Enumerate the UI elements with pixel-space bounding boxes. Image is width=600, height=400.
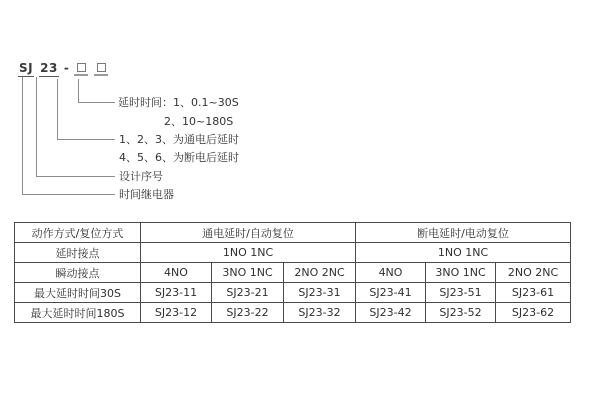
model-cell: SJ23-51 <box>426 283 496 303</box>
model-cell: SJ23-52 <box>426 303 496 323</box>
callout-delay-time-line2: 2、10~180S <box>164 115 234 128</box>
callout-design-serial: 设计序号 <box>119 170 163 183</box>
row-label-max-delay-30s: 最大延时时间30S <box>15 283 141 303</box>
spec-table <box>14 222 571 323</box>
row-label-max-delay-180s: 最大延时时间180S <box>15 303 141 323</box>
model-cell: SJ23-32 <box>284 303 356 323</box>
model-cell: SJ23-62 <box>496 303 571 323</box>
model-cell: SJ23-31 <box>284 283 356 303</box>
group-energize-auto-reset: 通电延时/自动复位 <box>141 223 356 243</box>
connector-horizontal-delay-mode <box>57 139 115 140</box>
delay-contacts-left: 1NO 1NC <box>141 243 356 263</box>
table-row-max-delay-30s <box>15 283 571 303</box>
callout-deenergize-delay: 4、5、6、为断电后延时 <box>119 151 239 164</box>
connector-vertical-delay-mode <box>57 79 58 139</box>
callout-delay-time-line1: 延时时间：1、0.1~30S <box>118 96 239 109</box>
callout-energize-delay: 1、2、3、为通电后延时 <box>119 133 239 146</box>
instant-contacts-cell: 2NO 2NC <box>284 263 356 283</box>
instant-contacts-cell: 4NO <box>141 263 212 283</box>
design-number: 23 <box>40 61 58 75</box>
blank-box-wrap-2 <box>94 62 108 76</box>
model-designation <box>18 62 114 77</box>
model-cell: SJ23-21 <box>212 283 284 303</box>
connector-horizontal-design-serial <box>36 176 115 177</box>
instant-contacts-cell: 3NO 1NC <box>426 263 496 283</box>
model-cell: SJ23-11 <box>141 283 212 303</box>
group-deenergize-electric-reset: 断电延时/电动复位 <box>356 223 571 243</box>
instant-contacts-cell: 2NO 2NC <box>496 263 571 283</box>
model-cell: SJ23-22 <box>212 303 284 323</box>
instant-contacts-cell: 4NO <box>356 263 426 283</box>
callout-time-relay: 时间继电器 <box>119 188 174 201</box>
table-row-action-mode <box>15 223 571 243</box>
table-row-delay-contacts <box>15 243 571 263</box>
model-cell: SJ23-42 <box>356 303 426 323</box>
table-row-max-delay-180s <box>15 303 571 323</box>
connector-vertical-design-serial <box>36 77 37 176</box>
model-cell: SJ23-12 <box>141 303 212 323</box>
instant-contacts-cell: 3NO 1NC <box>212 263 284 283</box>
connector-horizontal-delay-time <box>78 102 115 103</box>
row-label-action-mode: 动作方式/复位方式 <box>15 223 141 243</box>
connector-vertical-time-relay <box>22 77 23 194</box>
delay-contacts-right: 1NO 1NC <box>356 243 571 263</box>
table-row-instant-contacts <box>15 263 571 283</box>
blank-box-1 <box>77 63 86 72</box>
blank-box-2 <box>97 63 106 72</box>
row-label-delay-contacts: 延时接点 <box>15 243 141 263</box>
connector-horizontal-time-relay <box>22 194 115 195</box>
connector-vertical-delay-time <box>78 79 79 102</box>
row-label-instant-contacts: 瞬动接点 <box>15 263 141 283</box>
blank-box-wrap-1 <box>74 62 88 76</box>
model-prefix: SJ <box>19 61 34 75</box>
model-cell: SJ23-61 <box>496 283 571 303</box>
separator-dash: - <box>63 61 70 75</box>
model-cell: SJ23-41 <box>356 283 426 303</box>
